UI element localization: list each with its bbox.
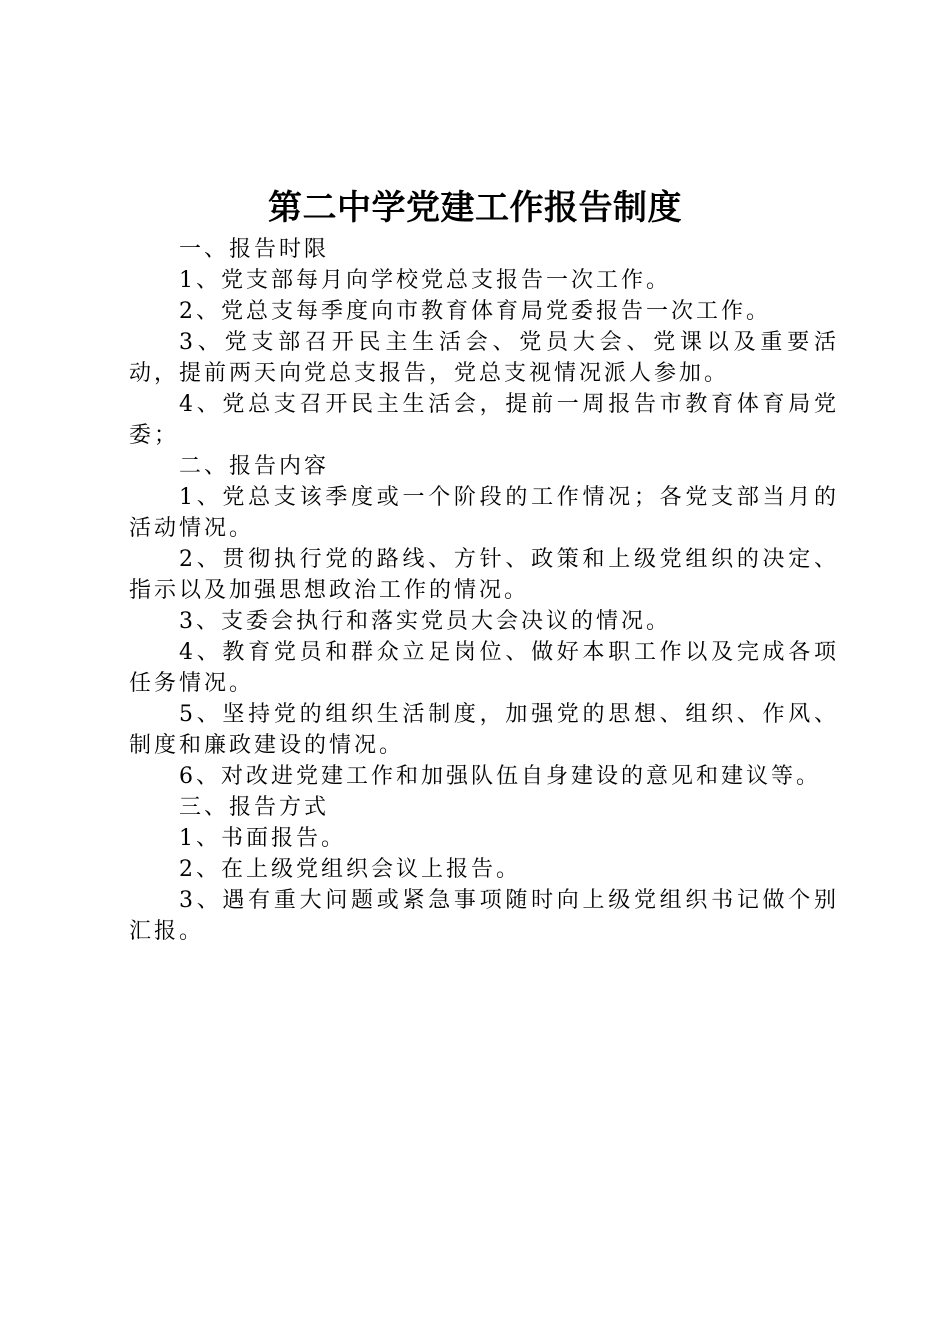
paragraph: 5、坚持党的组织生活制度，加强党的思想、组织、作风、制度和廉政建设的情况。 [129, 702, 839, 758]
paragraph: 3、党支部召开民主生活会、党员大会、党课以及重要活动，提前两天向党总支报告，党总支视情况派人参加。 [129, 330, 839, 386]
section-heading-content: 二、报告内容 [179, 454, 330, 479]
paragraph: 6、对改进党建工作和加强队伍自身建设的意见和建议等。 [179, 764, 821, 789]
paragraph: 1、书面报告。 [179, 826, 346, 851]
paragraph: 2、在上级党组织会议上报告。 [179, 857, 521, 882]
section-heading-method: 三、报告方式 [179, 795, 330, 820]
paragraph: 4、教育党员和群众立足岗位、做好本职工作以及完成各项任务情况。 [129, 640, 839, 696]
paragraph: 4、党总支召开民主生活会，提前一周报告市教育体育局党委； [129, 392, 839, 448]
section-heading-time-limit: 一、报告时限 [179, 237, 330, 262]
document-title: 第二中学党建工作报告制度 [268, 188, 682, 228]
paragraph: 1、党总支该季度或一个阶段的工作情况；各党支部当月的活动情况。 [129, 485, 839, 541]
paragraph: 1、党支部每月向学校党总支报告一次工作。 [179, 268, 671, 293]
paragraph: 3、遇有重大问题或紧急事项随时向上级党组织书记做个别汇报。 [129, 888, 839, 944]
document-body [129, 234, 839, 947]
paragraph: 2、党总支每季度向市教育体育局党委报告一次工作。 [179, 299, 771, 324]
paragraph: 3、支委会执行和落实党员大会决议的情况。 [179, 609, 671, 634]
paragraph: 2、贯彻执行党的路线、方针、政策和上级党组织的决定、指示以及加强思想政治工作的情况。 [129, 547, 839, 603]
